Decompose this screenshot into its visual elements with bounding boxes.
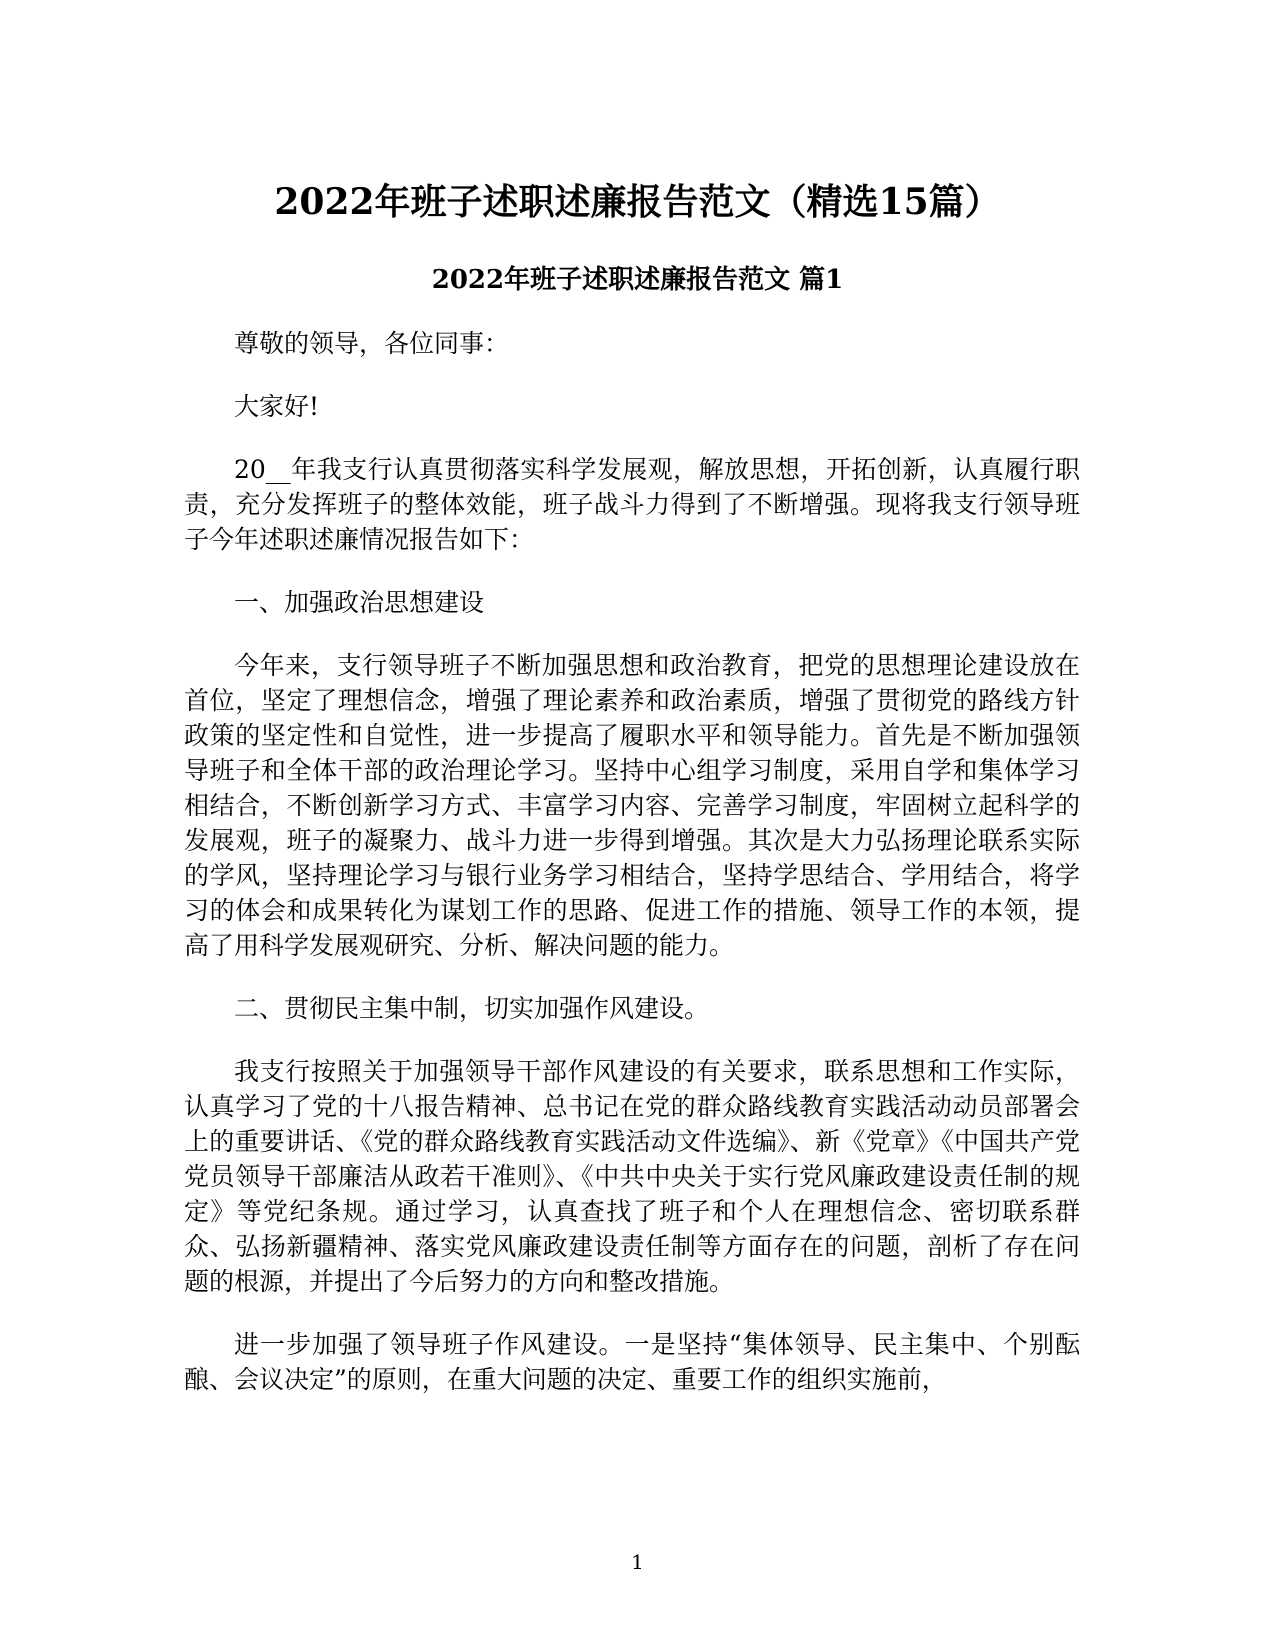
section-one-paragraph: 今年来，支行领导班子不断加强思想和政治教育，把党的思想理论建设放在首位，坚定了理想信念，增强了理论素养和政治素质，增强了贯彻党的路线方针政策的坚定性和自觉性，进一步提高了履职水平和领导能力。首先是不断加强领导班子和全体干部的政治理论学习。坚持中心组学习制度，采用自学和集体学习相结合，不断创新学习方式、丰富学习内容、完善学习制度，牢固树立起科学的发展观，班子的凝聚力、战斗力进一步得到增强。其次是大力弘扬理论联系实际的学风，坚持理论学习与银行业务学习相结合，坚持学思结合、学用结合，将学习的体会和成果转化为谋划工作的思路、促进工作的措施、领导工作的本领，提高了用科学发展观研究、分析、解决问题的能力。 <box>184 651 1080 960</box>
salutation: 尊敬的领导，各位同事： <box>234 329 510 358</box>
document-body <box>184 326 1080 1425</box>
intro-paragraph: 20__年我支行认真贯彻落实科学发展观，解放思想，开拓创新，认真履行职责，充分发挥班子的整体效能，班子战斗力得到了不断增强。现将我支行领导班子今年述职述廉情况报告如下： <box>184 455 1080 554</box>
document-title: 2022年班子述职述廉报告范文（精选15篇） <box>274 181 1001 223</box>
section-heading: 2022年班子述职述廉报告范文 篇1 <box>431 265 844 295</box>
section-two-heading: 二、贯彻民主集中制，切实加强作风建设。 <box>234 994 710 1023</box>
work-style-paragraph: 进一步加强了领导班子作风建设。一是坚持“集体领导、民主集中、个别酝酿、会议决定”的原则，在重大问题的决定、重要工作的组织实施前， <box>184 1330 1080 1394</box>
section-one-heading: 一、加强政治思想建设 <box>234 588 485 617</box>
section-two-paragraph: 我支行按照关于加强领导干部作风建设的有关要求，联系思想和工作实际，认真学习了党的十八报告精神、总书记在党的群众路线教育实践活动动员部署会上的重要讲话、《党的群众路线教育实践活动文件选编》、新《党章》《中国共产党党员领导干部廉洁从政若干准则》、《中共中央关于实行党风廉政建设责任制的规定》等党纪条规。通过学习，认真查找了班子和个人在理想信念、密切联系群众、弘扬新疆精神、落实党风廉政建设责任制等方面存在的问题，剖析了存在问题的根源，并提出了今后努力的方向和整改措施。 <box>184 1057 1080 1296</box>
greeting: 大家好! <box>234 392 320 421</box>
page-number: 1 <box>631 1550 644 1574</box>
